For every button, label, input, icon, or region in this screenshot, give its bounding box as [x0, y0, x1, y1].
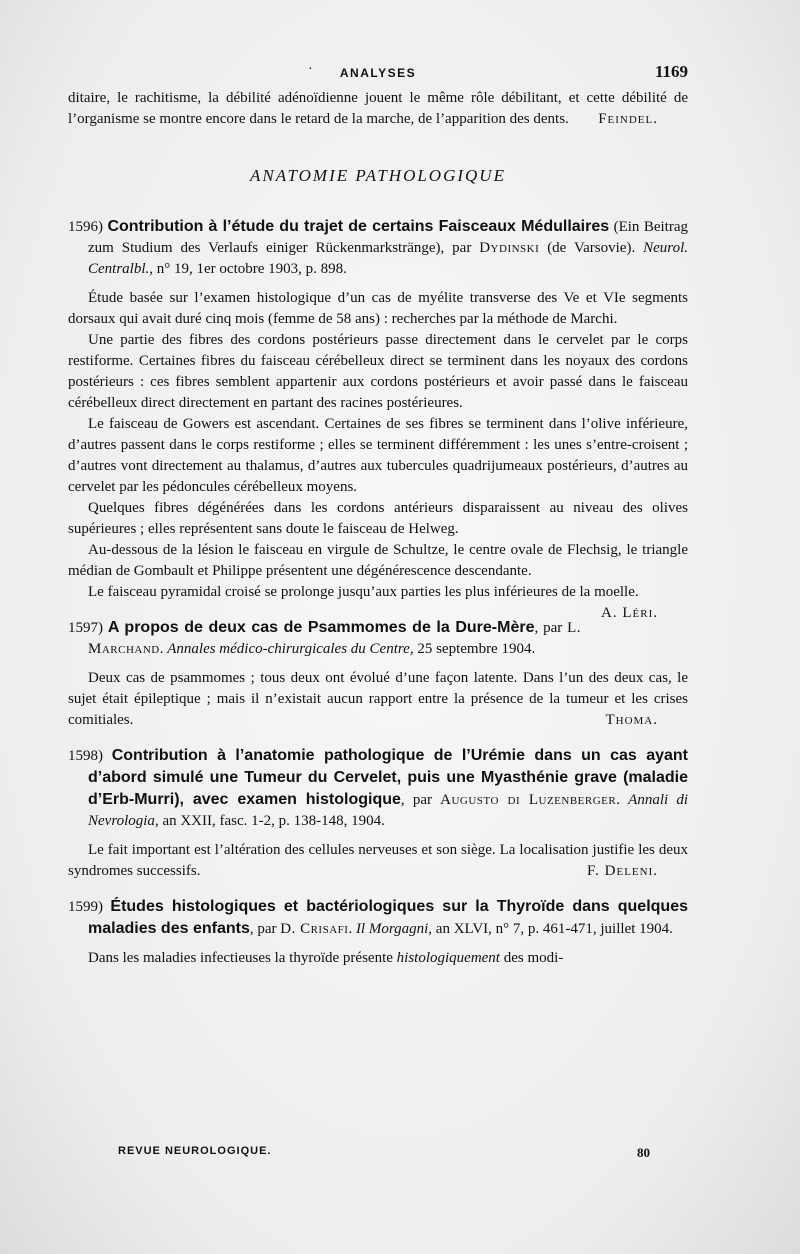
entry-citation-part: , an XXII, fasc. 1-2, p. 138-148, 1904.: [154, 813, 385, 829]
abstract-entry-1597: [68, 617, 688, 731]
abstract-entry-1598: [68, 745, 688, 882]
entry-body: [68, 948, 688, 969]
entry-citation-part: (Ein Beitrag zum Studium des Verlaufs einiger Rückenmarkstränge), par: [88, 219, 689, 256]
intro-paragraph: [68, 88, 688, 130]
entry-author: Augusto di Luzenberger: [440, 792, 617, 808]
section-title: ANATOMIE PATHOLOGIQUE: [250, 166, 506, 185]
entry-signature: F. Deleni.: [587, 863, 658, 879]
entry-citation-part: , an XLVI, n° 7, p. 461-471, juillet 1904.: [428, 921, 673, 937]
running-header-title: ANALYSES: [339, 66, 417, 80]
entry-citation-part: , par: [534, 620, 568, 636]
page-number: 1169: [654, 62, 688, 81]
footer-sheet-number: 80: [637, 1145, 650, 1160]
header-ornament: ·: [308, 62, 313, 77]
entry-text: des modi-: [499, 950, 564, 966]
entry-paragraph: Étude basée sur l’examen histologique d’un cas de myélite transverse des Ve et VIe segments dorsaux qui avait duré cinq mois (femme de 58 ans) : recherches par la méthode de Marchi.: [68, 290, 688, 327]
page-footer: [118, 1145, 650, 1161]
entry-number: 1597): [68, 620, 103, 636]
entry-citation-part: , par: [249, 921, 281, 937]
entry-journal: Il Morgagni: [355, 921, 429, 937]
entry-citation-part: , n° 19, 1er octobre 1903, p. 898.: [149, 261, 347, 277]
entry-citation-part: .: [159, 641, 168, 657]
abstract-entry-1596: [68, 216, 689, 621]
entry-body: [68, 840, 688, 882]
entry-number: 1598): [68, 748, 103, 764]
entry-citation-part: .: [616, 792, 629, 808]
running-header: [68, 62, 688, 88]
entry-title: Contribution à l’étude du trajet de certains Faisceaux Médullaires: [107, 218, 610, 235]
entry-signature: A. Léri.: [601, 605, 658, 621]
footer-journal-name: REVUE NEUROLOGIQUE.: [118, 1145, 272, 1157]
entry-paragraph: [68, 948, 688, 969]
entry-body: [68, 288, 688, 621]
entry-number: 1599): [68, 899, 103, 915]
page-content: [68, 62, 688, 969]
entry-number: 1596): [68, 219, 103, 235]
entry-paragraph: Le faisceau de Gowers est ascendant. Certaines de ses fibres se terminent dans l’olive inférieure, d’autres passent dans le corps restiforme ; elles se terminent différemment : les unes s’entre-croisent ; d’autres vont directement au thalamus, d’autres aux tubercules quadrijumeaux postérieurs, d’autres au cervelet par les pédoncules cérébelleux moyens.: [68, 416, 688, 495]
entry-journal: Neurol. Centralbl.: [88, 240, 688, 277]
entry-paragraph: Au-dessous de la lésion le faisceau en virgule de Schultze, le centre ovale de Flechsig, le triangle médian de Gombault et Philippe présentent une dégénérescence descendante.: [68, 542, 688, 579]
intro-text: ditaire, le rachitisme, la débilité adénoïdienne jouent le même rôle débilitant, et cette débilité de l’organisme se montre encore dans le retard de la marche, de l’apparition des dents.: [68, 90, 688, 127]
entry-heading: [68, 745, 688, 832]
entry-last-paragraph: Le faisceau pyramidal croisé se prolonge jusqu’aux parties les plus inférieures de la moelle.: [88, 584, 639, 600]
entry-paragraph: Une partie des fibres des cordons postérieurs passe directement dans le cervelet par le corps restiforme. Certaines fibres du faisceau cérébelleux direct se terminent dans les noyaux des cordons postérieurs : ces fibres semblent appartenir aux cordons postérieurs et avoir passé dans le faisceau cérébelleux direct directement en partant des racines postérieures.: [68, 332, 688, 411]
entry-last-paragraph: Deux cas de psammomes ; tous deux ont évolué d’une façon latente. Dans l’un des deux cas, le sujet était épileptique ; mais il n’existait aucun rapport entre la présence de la tumeur et les crises comitiales.: [68, 670, 688, 728]
entry-citation-part: , 25 septembre 1904.: [409, 641, 536, 657]
entry-body: [68, 668, 688, 731]
abstract-entry-1599: [68, 896, 688, 969]
entry-paragraph: [68, 668, 688, 731]
entry-paragraph: Quelques fibres dégénérées dans les cordons antérieurs disparaissent au niveau des olives supérieures ; elles représentent sans doute le faisceau de Helweg.: [68, 500, 688, 537]
intro-signature: Feindel.: [598, 111, 658, 127]
entry-signature: Thoma.: [605, 712, 658, 728]
entry-citation-part: .: [348, 921, 356, 937]
entry-paragraph: [68, 582, 688, 621]
entry-paragraph: [68, 840, 688, 882]
entry-heading: [68, 216, 688, 280]
entry-journal: Annali di Nevrologia: [88, 792, 688, 829]
entry-text: Dans les maladies infectieuses la thyroïde présente: [88, 950, 397, 966]
entry-author: Dydinski: [479, 240, 540, 256]
entry-journal: Annales médico-chirurgicales du Centre: [167, 641, 410, 657]
entry-title: Études histologiques et bactériologiques sur la Thyroïde dans quelques maladies des enfants: [88, 898, 688, 937]
entry-title: Contribution à l’anatomie pathologique de l’Urémie dans un cas ayant d’abord simulé une Tumeur du Cervelet, puis une Myasthénie grave (maladie d’Erb-Murri), avec examen histologique: [88, 747, 688, 808]
entry-author: L. Marchand: [88, 620, 582, 657]
entry-author: D. Crisafi: [280, 921, 349, 937]
entry-citation-part: (de Varsovie).: [539, 240, 644, 256]
entry-citation-part: , par: [400, 792, 441, 808]
entry-title: A propos de deux cas de Psammomes de la Dure-Mère: [107, 619, 535, 636]
entry-last-paragraph: Le fait important est l’altération des cellules nerveuses et son siège. La localisation justifie les deux syndromes successifs.: [68, 842, 688, 879]
entry-text-italic: histologiquement: [396, 950, 500, 966]
entry-heading: [68, 896, 688, 940]
